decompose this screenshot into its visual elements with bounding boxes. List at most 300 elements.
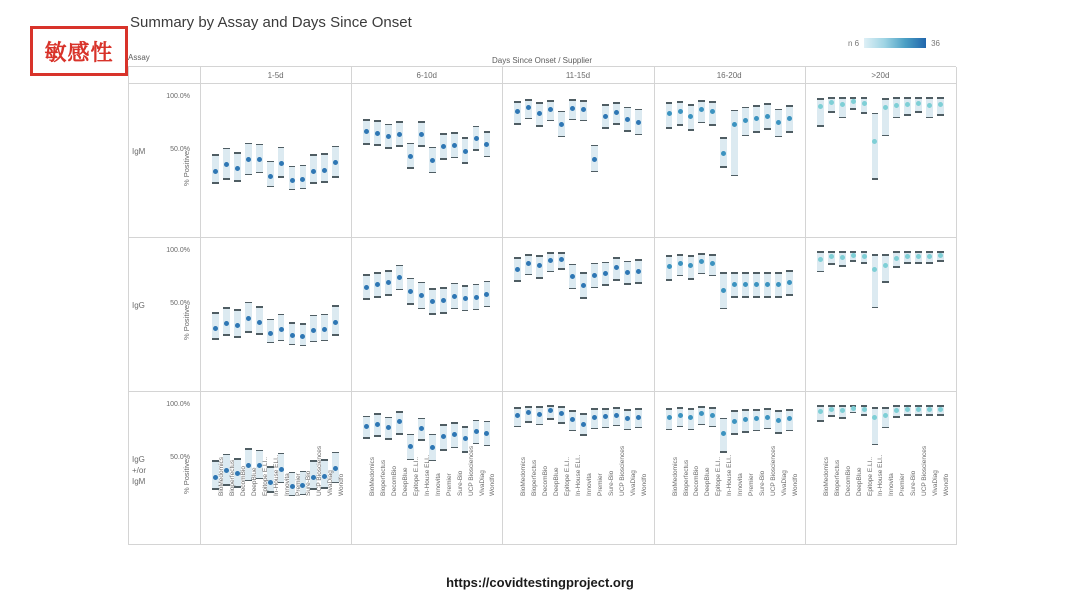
- x-tick-label: Wondfo: [338, 473, 346, 496]
- ci-cap-lower: [720, 166, 727, 168]
- ci-cap-lower: [451, 308, 458, 310]
- ci-cap-upper: [223, 148, 230, 150]
- ci-cap-upper: [613, 407, 620, 409]
- ci-band: [872, 254, 879, 308]
- x-tick-label: VivaDiag: [780, 470, 788, 496]
- ci-cap-lower: [764, 428, 771, 430]
- ci-cap-upper: [536, 102, 543, 104]
- ci-cap-upper: [451, 283, 458, 285]
- ci-cap-upper: [374, 120, 381, 122]
- point-marker: [916, 407, 921, 412]
- ci-cap-lower: [775, 136, 782, 138]
- ci-cap-upper: [234, 152, 241, 154]
- point-marker: [625, 117, 630, 122]
- ci-cap-upper: [775, 410, 782, 412]
- ci-cap-upper: [926, 251, 933, 253]
- ci-cap-upper: [278, 314, 285, 316]
- ci-cap-upper: [926, 97, 933, 99]
- ci-cap-lower: [677, 275, 684, 277]
- ci-cap-upper: [666, 102, 673, 104]
- ci-cap-lower: [374, 296, 381, 298]
- point-marker: [603, 414, 608, 419]
- ci-cap-lower: [850, 412, 857, 414]
- point-marker: [419, 293, 424, 298]
- ci-cap-lower: [473, 309, 480, 311]
- ci-cap-upper: [462, 137, 469, 139]
- ci-cap-lower: [839, 117, 846, 119]
- ci-cap-upper: [363, 119, 370, 121]
- x-tick-label: DecomBio: [391, 466, 399, 496]
- x-tick-label: UCP Biosciences: [921, 445, 929, 496]
- ci-cap-lower: [635, 427, 642, 429]
- ci-cap-upper: [591, 263, 598, 265]
- ci-cap-lower: [256, 172, 263, 174]
- grid-vline: [805, 67, 806, 545]
- x-tick-label: UCP Biosciences: [618, 445, 626, 496]
- ci-cap-lower: [709, 275, 716, 277]
- point-marker: [386, 134, 391, 139]
- ci-cap-upper: [666, 408, 673, 410]
- point-marker: [548, 408, 553, 413]
- x-tick-label: Bioperfectus: [380, 459, 388, 496]
- ci-cap-lower: [688, 429, 695, 431]
- point-marker: [375, 422, 380, 427]
- ci-band: [872, 113, 879, 180]
- ci-cap-upper: [839, 97, 846, 99]
- ci-cap-upper: [525, 99, 532, 101]
- point-marker: [851, 406, 856, 411]
- ci-cap-upper: [558, 111, 565, 113]
- ci-cap-upper: [786, 409, 793, 411]
- ci-cap-lower: [666, 127, 673, 129]
- ci-cap-upper: [440, 133, 447, 135]
- ci-cap-lower: [666, 279, 673, 281]
- ci-cap-upper: [688, 104, 695, 106]
- x-tick-label: BioMedomics: [369, 456, 377, 496]
- ci-cap-upper: [882, 98, 889, 100]
- ci-cap-upper: [882, 407, 889, 409]
- x-tick-label: Sure-Bio: [607, 470, 615, 496]
- x-tick-label: Epitope E.LI..: [564, 456, 572, 496]
- point-marker: [474, 295, 479, 300]
- point-marker: [290, 178, 295, 183]
- point-marker: [364, 285, 369, 290]
- ci-cap-upper: [688, 255, 695, 257]
- ci-cap-lower: [861, 112, 868, 114]
- x-tick-label: DecomBio: [693, 466, 701, 496]
- ci-cap-upper: [300, 323, 307, 325]
- point-marker: [246, 157, 251, 162]
- ci-cap-lower: [698, 122, 705, 124]
- ci-cap-lower: [720, 308, 727, 310]
- point-marker: [916, 101, 921, 106]
- ci-cap-lower: [278, 176, 285, 178]
- ci-cap-upper: [828, 251, 835, 253]
- ci-cap-lower: [624, 130, 631, 132]
- point-marker: [818, 257, 823, 262]
- ci-cap-lower: [267, 342, 274, 344]
- x-tick-label: Epitope E.LI..: [261, 456, 269, 496]
- point-marker: [776, 120, 781, 125]
- ci-cap-lower: [462, 310, 469, 312]
- ci-cap-lower: [440, 312, 447, 314]
- chart-container: [128, 14, 956, 574]
- footer-url: https://covidtestingproject.org: [446, 575, 634, 590]
- ci-cap-upper: [407, 278, 414, 280]
- ci-cap-lower: [256, 333, 263, 335]
- ci-cap-lower: [569, 288, 576, 290]
- ci-cap-upper: [396, 265, 403, 267]
- ci-cap-upper: [731, 410, 738, 412]
- point-marker: [235, 323, 240, 328]
- x-tick-label: DeepBlue: [553, 467, 561, 496]
- point-marker: [279, 161, 284, 166]
- ci-cap-lower: [613, 279, 620, 281]
- y-axis-label-0: % Positive: [182, 150, 191, 186]
- ci-cap-lower: [698, 273, 705, 275]
- ci-cap-lower: [558, 268, 565, 270]
- ci-cap-upper: [635, 259, 642, 261]
- ci-cap-lower: [374, 435, 381, 437]
- ci-cap-lower: [893, 117, 900, 119]
- ci-cap-lower: [786, 294, 793, 296]
- ci-cap-lower: [429, 172, 436, 174]
- ci-cap-lower: [872, 307, 879, 309]
- point-marker: [419, 426, 424, 431]
- ci-cap-upper: [245, 143, 252, 145]
- sensitivity-stamp: [30, 26, 128, 76]
- x-tick-label: VivaDiag: [629, 470, 637, 496]
- ci-cap-lower: [861, 414, 868, 416]
- x-tick-label: UCP Biosciences: [769, 445, 777, 496]
- point-marker: [614, 413, 619, 418]
- point-marker: [386, 425, 391, 430]
- ci-cap-lower: [278, 340, 285, 342]
- ci-cap-upper: [321, 314, 328, 316]
- ci-cap-lower: [418, 308, 425, 310]
- ci-cap-lower: [332, 176, 339, 178]
- ci-cap-lower: [635, 282, 642, 284]
- ci-cap-upper: [332, 146, 339, 148]
- ci-cap-upper: [872, 407, 879, 409]
- ci-cap-upper: [915, 97, 922, 99]
- ci-cap-upper: [363, 416, 370, 418]
- ci-cap-upper: [742, 272, 749, 274]
- ci-cap-lower: [613, 123, 620, 125]
- ci-cap-upper: [310, 315, 317, 317]
- ci-cap-upper: [904, 251, 911, 253]
- point-marker: [840, 102, 845, 107]
- x-tick-label: Bioperfectus: [682, 459, 690, 496]
- ci-cap-lower: [602, 427, 609, 429]
- point-marker: [927, 407, 932, 412]
- x-tick-label: Premier: [294, 473, 302, 496]
- point-marker: [636, 120, 641, 125]
- ci-cap-upper: [613, 102, 620, 104]
- point-marker: [397, 275, 402, 280]
- y-axis-label-2: % Positive: [182, 458, 191, 494]
- ci-cap-lower: [677, 124, 684, 126]
- x-tick-label: Innovita: [434, 473, 442, 496]
- ci-cap-upper: [547, 100, 554, 102]
- ci-cap-lower: [363, 437, 370, 439]
- ci-cap-lower: [709, 124, 716, 126]
- ci-cap-lower: [289, 189, 296, 191]
- ci-cap-lower: [677, 426, 684, 428]
- ci-cap-upper: [484, 281, 491, 283]
- ci-cap-lower: [580, 297, 587, 299]
- x-tick-label: In-House ELI..: [726, 454, 734, 496]
- ci-cap-lower: [418, 145, 425, 147]
- ci-cap-upper: [731, 272, 738, 274]
- ci-cap-lower: [731, 296, 738, 298]
- ci-cap-upper: [569, 410, 576, 412]
- ci-cap-lower: [429, 313, 436, 315]
- ci-cap-upper: [429, 288, 436, 290]
- ci-cap-lower: [872, 178, 879, 180]
- grid-hline: [128, 83, 956, 84]
- ci-cap-lower: [234, 336, 241, 338]
- ci-cap-lower: [536, 125, 543, 127]
- x-tick-label: Sure-Bio: [305, 470, 313, 496]
- ci-cap-lower: [613, 425, 620, 427]
- point-marker: [667, 415, 672, 420]
- ci-cap-upper: [624, 107, 631, 109]
- ci-cap-upper: [440, 287, 447, 289]
- ci-cap-lower: [786, 131, 793, 133]
- ci-cap-lower: [547, 418, 554, 420]
- point-marker: [592, 157, 597, 162]
- point-marker: [408, 154, 413, 159]
- grid-hline: [128, 391, 956, 392]
- ci-cap-lower: [289, 344, 296, 346]
- x-tick-label: Innovita: [737, 473, 745, 496]
- x-tick-label: Innovita: [888, 473, 896, 496]
- y-tick: 100.0%: [166, 401, 190, 408]
- x-tick-label: Bioperfectus: [228, 459, 236, 496]
- point-marker: [235, 166, 240, 171]
- point-marker: [862, 254, 867, 259]
- ci-cap-upper: [937, 97, 944, 99]
- ci-cap-lower: [473, 149, 480, 151]
- ci-cap-lower: [915, 262, 922, 264]
- ci-cap-lower: [385, 438, 392, 440]
- x-tick-label: Wondfo: [943, 473, 951, 496]
- x-tick-label: Premier: [899, 473, 907, 496]
- ci-cap-upper: [624, 261, 631, 263]
- point-marker: [721, 151, 726, 156]
- point-marker: [787, 116, 792, 121]
- point-marker: [818, 104, 823, 109]
- column-header-16-20d: 16-20d: [654, 67, 805, 84]
- x-tick-label: In-House ELI..: [272, 454, 280, 496]
- point-marker: [927, 254, 932, 259]
- ci-cap-upper: [374, 272, 381, 274]
- ci-cap-lower: [321, 181, 328, 183]
- ci-cap-lower: [374, 144, 381, 146]
- ci-cap-upper: [418, 282, 425, 284]
- point-marker: [636, 269, 641, 274]
- point-marker: [430, 445, 435, 450]
- point-marker: [916, 254, 921, 259]
- x-tick-label: BioMedomics: [217, 456, 225, 496]
- point-marker: [570, 274, 575, 279]
- x-tick-label: Premier: [445, 473, 453, 496]
- ci-cap-upper: [484, 131, 491, 133]
- ci-cap-upper: [720, 272, 727, 274]
- point-marker: [290, 333, 295, 338]
- point-marker: [938, 102, 943, 107]
- point-marker: [905, 407, 910, 412]
- ci-band: [882, 254, 889, 283]
- point-marker: [938, 253, 943, 258]
- ci-cap-lower: [915, 414, 922, 416]
- x-tick-label: Epitope E.LI..: [715, 456, 723, 496]
- x-tick-label: In-House ELI..: [575, 454, 583, 496]
- ci-cap-lower: [363, 143, 370, 145]
- y-tick: 50.0%: [170, 454, 190, 461]
- grid-vline: [956, 67, 957, 545]
- point-marker: [721, 288, 726, 293]
- ci-cap-upper: [473, 126, 480, 128]
- ci-cap-lower: [926, 414, 933, 416]
- point-marker: [268, 174, 273, 179]
- ci-cap-lower: [828, 111, 835, 113]
- point-marker: [419, 132, 424, 137]
- row-label-1: IgG: [132, 301, 145, 310]
- page-title: Summary by Assay and Days Since Onset: [130, 14, 412, 31]
- ci-cap-upper: [709, 407, 716, 409]
- legend-min-label: n 6: [847, 38, 860, 48]
- ci-cap-upper: [396, 121, 403, 123]
- ci-cap-lower: [666, 429, 673, 431]
- y-tick: 50.0%: [170, 300, 190, 307]
- ci-cap-lower: [310, 182, 317, 184]
- point-marker: [592, 273, 597, 278]
- ci-cap-lower: [591, 171, 598, 173]
- point-marker: [515, 267, 520, 272]
- point-marker: [818, 409, 823, 414]
- ci-cap-upper: [536, 255, 543, 257]
- ci-cap-lower: [212, 182, 219, 184]
- ci-cap-lower: [893, 416, 900, 418]
- ci-cap-upper: [764, 272, 771, 274]
- ci-cap-lower: [731, 175, 738, 177]
- ci-cap-upper: [720, 418, 727, 420]
- ci-cap-upper: [872, 254, 879, 256]
- ci-cap-lower: [828, 415, 835, 417]
- point-marker: [765, 114, 770, 119]
- x-tick-label: Premier: [748, 473, 756, 496]
- x-tick-label: UCP Biosciences: [467, 445, 475, 496]
- x-tick-label: VivaDiag: [478, 470, 486, 496]
- ci-cap-upper: [677, 101, 684, 103]
- point-marker: [257, 157, 262, 162]
- point-marker: [829, 100, 834, 105]
- ci-cap-upper: [451, 132, 458, 134]
- ci-cap-lower: [753, 430, 760, 432]
- ci-band: [872, 407, 879, 445]
- ci-cap-lower: [937, 414, 944, 416]
- ci-cap-upper: [698, 406, 705, 408]
- point-marker: [829, 407, 834, 412]
- ci-cap-lower: [440, 158, 447, 160]
- ci-cap-lower: [775, 432, 782, 434]
- ci-cap-lower: [267, 186, 274, 188]
- ci-cap-upper: [775, 109, 782, 111]
- ci-cap-upper: [591, 145, 598, 147]
- ci-cap-upper: [234, 309, 241, 311]
- ci-cap-upper: [385, 417, 392, 419]
- x-tick-label: Wondfo: [489, 473, 497, 496]
- ci-cap-lower: [720, 451, 727, 453]
- ci-cap-lower: [547, 120, 554, 122]
- ci-cap-upper: [267, 161, 274, 163]
- ci-cap-lower: [882, 281, 889, 283]
- ci-cap-upper: [817, 251, 824, 253]
- ci-cap-lower: [525, 421, 532, 423]
- point-marker: [364, 424, 369, 429]
- ci-cap-upper: [212, 154, 219, 156]
- ci-cap-lower: [484, 306, 491, 308]
- ci-cap-upper: [731, 110, 738, 112]
- ci-cap-lower: [915, 111, 922, 113]
- x-tick-label: UCP Biosciences: [316, 445, 324, 496]
- ci-cap-lower: [872, 444, 879, 446]
- ci-cap-lower: [882, 427, 889, 429]
- row-label-2: IgG +/or IgM: [132, 455, 147, 486]
- ci-cap-lower: [624, 283, 631, 285]
- point-marker: [213, 326, 218, 331]
- ci-cap-lower: [775, 296, 782, 298]
- x-tick-label: Wondfo: [640, 473, 648, 496]
- point-marker: [452, 143, 457, 148]
- point-marker: [474, 429, 479, 434]
- x-tick-label: Bioperfectus: [531, 459, 539, 496]
- point-marker: [678, 261, 683, 266]
- point-marker: [938, 407, 943, 412]
- ci-cap-upper: [720, 137, 727, 139]
- x-tick-label: Wondfo: [791, 473, 799, 496]
- x-tick-label: DeepBlue: [401, 467, 409, 496]
- x-tick-label: Bioperfectus: [833, 459, 841, 496]
- ci-cap-upper: [245, 448, 252, 450]
- ci-cap-lower: [850, 108, 857, 110]
- ci-cap-upper: [861, 97, 868, 99]
- point-marker: [625, 270, 630, 275]
- ci-cap-lower: [937, 260, 944, 262]
- grid-hline: [128, 237, 956, 238]
- ci-cap-lower: [451, 157, 458, 159]
- ci-cap-lower: [904, 414, 911, 416]
- ci-cap-upper: [514, 407, 521, 409]
- ci-cap-lower: [937, 114, 944, 116]
- ci-cap-lower: [525, 274, 532, 276]
- ci-cap-lower: [753, 296, 760, 298]
- ci-cap-upper: [861, 251, 868, 253]
- ci-cap-lower: [462, 162, 469, 164]
- x-tick-label: Premier: [596, 473, 604, 496]
- ci-cap-upper: [666, 255, 673, 257]
- ci-cap-upper: [753, 105, 760, 107]
- ci-cap-upper: [256, 144, 263, 146]
- ci-cap-lower: [764, 296, 771, 298]
- grid-vline: [654, 67, 655, 545]
- ci-cap-upper: [742, 409, 749, 411]
- ci-cap-lower: [688, 278, 695, 280]
- y-tick: 100.0%: [166, 93, 190, 100]
- ci-cap-lower: [300, 188, 307, 190]
